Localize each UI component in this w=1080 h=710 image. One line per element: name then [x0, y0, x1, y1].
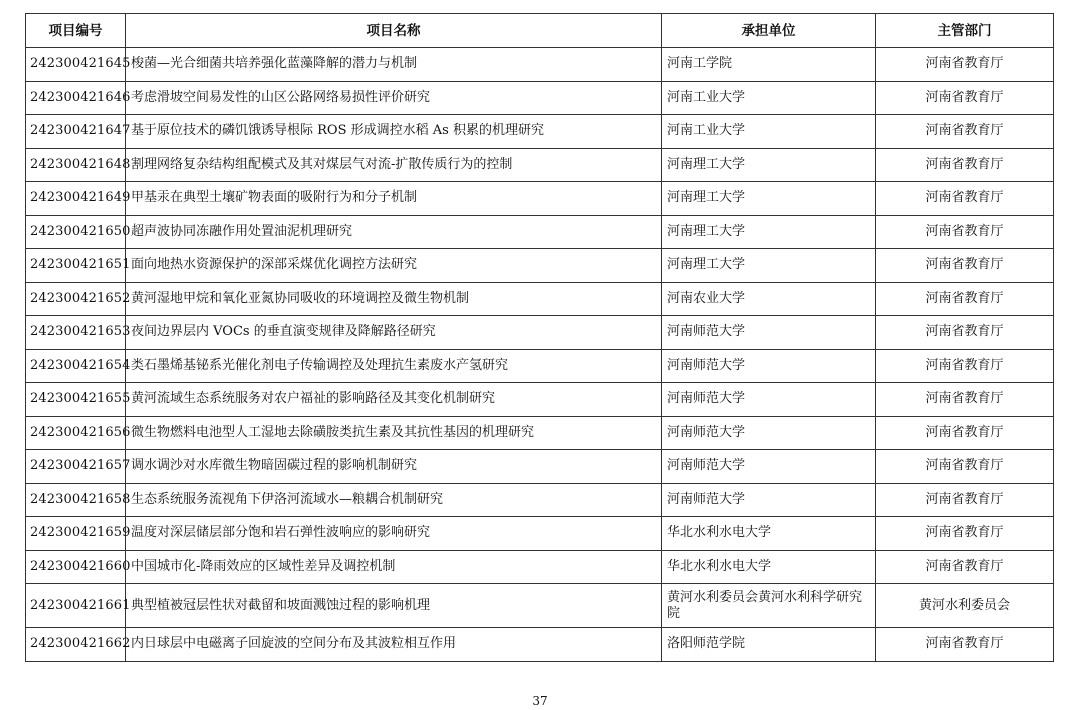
project-id-cell: 242300421646 — [26, 81, 126, 115]
undertaking-unit-cell: 河南师范大学 — [662, 383, 876, 417]
undertaking-unit-cell: 黄河水利委员会黄河水利科学研究院 — [662, 584, 876, 628]
table-row — [26, 316, 1054, 350]
supervising-dept-cell: 河南省教育厅 — [876, 81, 1054, 115]
table-row — [26, 81, 1054, 115]
supervising-dept-cell: 河南省教育厅 — [876, 249, 1054, 283]
project-name-cell: 内日球层中电磁离子回旋波的空间分布及其波粒相互作用 — [126, 628, 662, 662]
project-name-cell: 面向地热水资源保护的深部采煤优化调控方法研究 — [126, 249, 662, 283]
undertaking-unit-cell: 河南理工大学 — [662, 148, 876, 182]
project-table-container — [25, 13, 1053, 662]
table-row — [26, 115, 1054, 149]
supervising-dept-cell: 河南省教育厅 — [876, 450, 1054, 484]
project-name-cell: 微生物燃料电池型人工湿地去除磺胺类抗生素及其抗性基因的机理研究 — [126, 416, 662, 450]
undertaking-unit-cell: 河南工业大学 — [662, 81, 876, 115]
project-name-cell: 中国城市化-降雨效应的区域性差异及调控机制 — [126, 550, 662, 584]
table-row — [26, 584, 1054, 628]
project-name-cell: 割理网络复杂结构组配模式及其对煤层气对流-扩散传质行为的控制 — [126, 148, 662, 182]
supervising-dept-cell: 河南省教育厅 — [876, 416, 1054, 450]
project-name-cell: 夜间边界层内 VOCs 的垂直演变规律及降解路径研究 — [126, 316, 662, 350]
project-id-cell: 242300421657 — [26, 450, 126, 484]
table-row — [26, 148, 1054, 182]
undertaking-unit-cell: 华北水利水电大学 — [662, 517, 876, 551]
project-id-cell: 242300421650 — [26, 215, 126, 249]
supervising-dept-cell: 河南省教育厅 — [876, 182, 1054, 216]
project-id-cell: 242300421659 — [26, 517, 126, 551]
supervising-dept-cell: 河南省教育厅 — [876, 628, 1054, 662]
project-id-cell: 242300421654 — [26, 349, 126, 383]
table-row — [26, 416, 1054, 450]
table-row — [26, 628, 1054, 662]
project-name-cell: 黄河流域生态系统服务对农户福祉的影响路径及其变化机制研究 — [126, 383, 662, 417]
table-row — [26, 249, 1054, 283]
table-row — [26, 550, 1054, 584]
undertaking-unit-cell: 河南师范大学 — [662, 349, 876, 383]
project-name-cell: 梭菌—光合细菌共培养强化蓝藻降解的潜力与机制 — [126, 48, 662, 82]
undertaking-unit-cell: 河南师范大学 — [662, 483, 876, 517]
project-id-cell: 242300421651 — [26, 249, 126, 283]
undertaking-unit-cell: 河南师范大学 — [662, 450, 876, 484]
undertaking-unit-cell: 河南理工大学 — [662, 249, 876, 283]
header-supervising-dept: 主管部门 — [876, 14, 1054, 48]
undertaking-unit-cell: 华北水利水电大学 — [662, 550, 876, 584]
project-id-cell: 242300421660 — [26, 550, 126, 584]
header-project-id: 项目编号 — [26, 14, 126, 48]
project-id-cell: 242300421661 — [26, 584, 126, 628]
table-row — [26, 182, 1054, 216]
supervising-dept-cell: 河南省教育厅 — [876, 282, 1054, 316]
table-row — [26, 483, 1054, 517]
supervising-dept-cell: 河南省教育厅 — [876, 517, 1054, 551]
project-id-cell: 242300421658 — [26, 483, 126, 517]
project-id-cell: 242300421647 — [26, 115, 126, 149]
table-body — [26, 48, 1054, 662]
undertaking-unit-cell: 河南师范大学 — [662, 316, 876, 350]
undertaking-unit-cell: 洛阳师范学院 — [662, 628, 876, 662]
page-number: 37 — [532, 694, 548, 708]
table-row — [26, 450, 1054, 484]
undertaking-unit-cell: 河南工学院 — [662, 48, 876, 82]
supervising-dept-cell: 河南省教育厅 — [876, 115, 1054, 149]
project-name-cell: 生态系统服务流视角下伊洛河流域水—粮耦合机制研究 — [126, 483, 662, 517]
table-row — [26, 282, 1054, 316]
undertaking-unit-cell: 河南师范大学 — [662, 416, 876, 450]
project-id-cell: 242300421645 — [26, 48, 126, 82]
project-id-cell: 242300421653 — [26, 316, 126, 350]
header-undertaking-unit: 承担单位 — [662, 14, 876, 48]
project-name-cell: 超声波协同冻融作用处置油泥机理研究 — [126, 215, 662, 249]
project-name-cell: 类石墨烯基铋系光催化剂电子传输调控及处理抗生素废水产氢研究 — [126, 349, 662, 383]
supervising-dept-cell: 河南省教育厅 — [876, 215, 1054, 249]
supervising-dept-cell: 河南省教育厅 — [876, 349, 1054, 383]
project-id-cell: 242300421652 — [26, 282, 126, 316]
project-name-cell: 考虑滑坡空间易发性的山区公路网络易损性评价研究 — [126, 81, 662, 115]
supervising-dept-cell: 河南省教育厅 — [876, 550, 1054, 584]
undertaking-unit-cell: 河南工业大学 — [662, 115, 876, 149]
project-id-cell: 242300421662 — [26, 628, 126, 662]
project-name-cell: 甲基汞在典型土壤矿物表面的吸附行为和分子机制 — [126, 182, 662, 216]
header-project-name: 项目名称 — [126, 14, 662, 48]
project-id-cell: 242300421655 — [26, 383, 126, 417]
table-row — [26, 349, 1054, 383]
project-name-cell: 温度对深层储层部分饱和岩石弹性波响应的影响研究 — [126, 517, 662, 551]
project-id-cell: 242300421648 — [26, 148, 126, 182]
undertaking-unit-cell: 河南理工大学 — [662, 182, 876, 216]
project-table — [25, 13, 1054, 662]
project-name-cell: 调水调沙对水库微生物暗固碳过程的影响机制研究 — [126, 450, 662, 484]
supervising-dept-cell: 河南省教育厅 — [876, 483, 1054, 517]
table-header-row — [26, 14, 1054, 48]
project-name-cell: 黄河湿地甲烷和氧化亚氮协同吸收的环境调控及微生物机制 — [126, 282, 662, 316]
supervising-dept-cell: 河南省教育厅 — [876, 48, 1054, 82]
project-name-cell: 基于原位技术的磷饥饿诱导根际 ROS 形成调控水稻 As 积累的机理研究 — [126, 115, 662, 149]
table-row — [26, 517, 1054, 551]
supervising-dept-cell: 河南省教育厅 — [876, 383, 1054, 417]
undertaking-unit-cell: 河南农业大学 — [662, 282, 876, 316]
project-id-cell: 242300421656 — [26, 416, 126, 450]
project-name-cell: 典型植被冠层性状对截留和坡面溅蚀过程的影响机理 — [126, 584, 662, 628]
supervising-dept-cell: 河南省教育厅 — [876, 148, 1054, 182]
supervising-dept-cell: 黄河水利委员会 — [876, 584, 1054, 628]
supervising-dept-cell: 河南省教育厅 — [876, 316, 1054, 350]
table-row — [26, 48, 1054, 82]
table-row — [26, 215, 1054, 249]
project-id-cell: 242300421649 — [26, 182, 126, 216]
table-row — [26, 383, 1054, 417]
undertaking-unit-cell: 河南理工大学 — [662, 215, 876, 249]
